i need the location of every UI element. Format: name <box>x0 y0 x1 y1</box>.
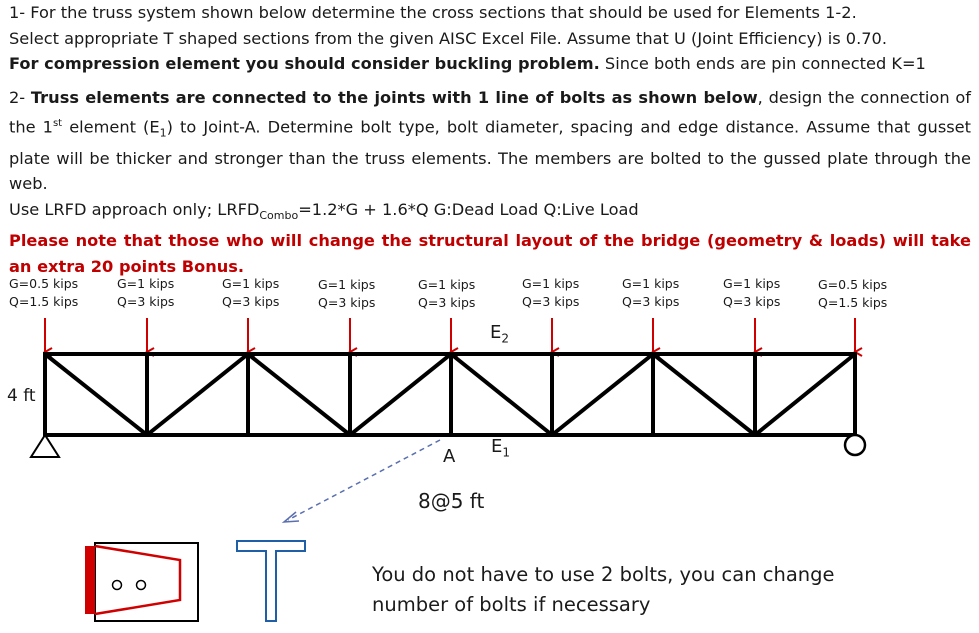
element-letter: E <box>490 322 502 343</box>
live-load: Q=3 kips <box>318 295 376 310</box>
buckling-note: For compression element you should consider buckling problem. <box>9 54 600 73</box>
live-load: Q=1.5 kips <box>818 295 888 310</box>
bolt-line-statement: Truss elements are connected to the joints with 1 line of bolts as shown below <box>30 88 758 107</box>
bolt-icon <box>113 581 122 590</box>
live-load: Q=3 kips <box>117 294 175 309</box>
pin-connected-note: Since both ends are pin connected K=1 <box>599 54 926 73</box>
element-letter: E <box>491 436 503 457</box>
dead-load: G=1 kips <box>622 276 680 291</box>
live-load: Q=3 kips <box>723 294 781 309</box>
live-load: Q=3 kips <box>222 294 280 309</box>
live-load: Q=3 kips <box>418 295 476 310</box>
connection-detail <box>85 543 198 621</box>
live-load: Q=3 kips <box>522 294 580 309</box>
dead-load: G=1 kips <box>318 277 376 292</box>
load-arrows <box>45 318 855 352</box>
leader-arrowhead-icon <box>284 512 299 522</box>
joint-a-label: A <box>443 446 456 467</box>
live-load: Q=1.5 kips <box>9 294 79 309</box>
gusset-edge <box>85 546 95 614</box>
element-subscript: 1 <box>502 445 511 460</box>
lrfd-text-a: Use LRFD approach only; LRFD <box>9 199 260 219</box>
truss-members <box>43 354 857 435</box>
problem-2-text-a: , design the connection of the 1 <box>9 88 971 136</box>
problem-1-line-2: Select appropriate T shaped sections from the given AISC Excel File. Assume that U (Joint Efficiency) is 0.70. <box>9 28 887 48</box>
gusset-outline <box>95 546 180 614</box>
pin-support-icon <box>31 435 59 457</box>
height-label: 4 ft <box>7 386 36 406</box>
dead-load: G=1 kips <box>117 276 175 291</box>
bolt-icon <box>137 581 146 590</box>
bonus-note: Please note that those who will change the structural layout of the bridge (geometry & loads) will take an extra 20 points Bonus. <box>9 231 971 276</box>
bolt-count-note <box>372 560 835 620</box>
span-label: 8@5 ft <box>418 489 485 513</box>
superscript-st: st <box>52 117 63 129</box>
note-line-2: number of bolts if necessary <box>372 593 651 616</box>
dead-load: G=1 kips <box>222 276 280 291</box>
problem-1-line-1: 1- For the truss system shown below determine the cross sections that should be used for Elements 1-2. <box>9 3 857 22</box>
dead-load: G=0.5 kips <box>818 277 888 292</box>
dead-load: G=1 kips <box>723 276 781 291</box>
lrfd-text-b: =1.2*G + 1.6*Q G:Dead Load Q:Live Load <box>298 199 639 219</box>
element-subscript: 2 <box>501 331 510 346</box>
dead-load: G=0.5 kips <box>9 276 79 291</box>
element-e1-label <box>491 436 510 460</box>
live-load: Q=3 kips <box>622 294 680 309</box>
problem-2-text-b: element (E <box>62 116 160 136</box>
roller-support-icon <box>845 435 865 455</box>
problem-2-number: 2- <box>9 88 31 107</box>
dead-load: G=1 kips <box>522 276 580 291</box>
element-e2-label <box>490 322 509 346</box>
note-line-1: You do not have to use 2 bolts, you can change <box>372 563 835 586</box>
tee-section-icon <box>237 541 305 621</box>
lrfd-subscript: Combo <box>259 208 299 222</box>
dead-load: G=1 kips <box>418 277 476 292</box>
subscript-1: 1 <box>159 126 167 140</box>
problem-2-text-c: ) to Joint-A. Determine bolt type, bolt diameter, spacing and edge distance. Assume that gusset plate will be thicker and stronger than the truss elements. The members are bolted to the gussed plate through the web. <box>9 116 971 194</box>
